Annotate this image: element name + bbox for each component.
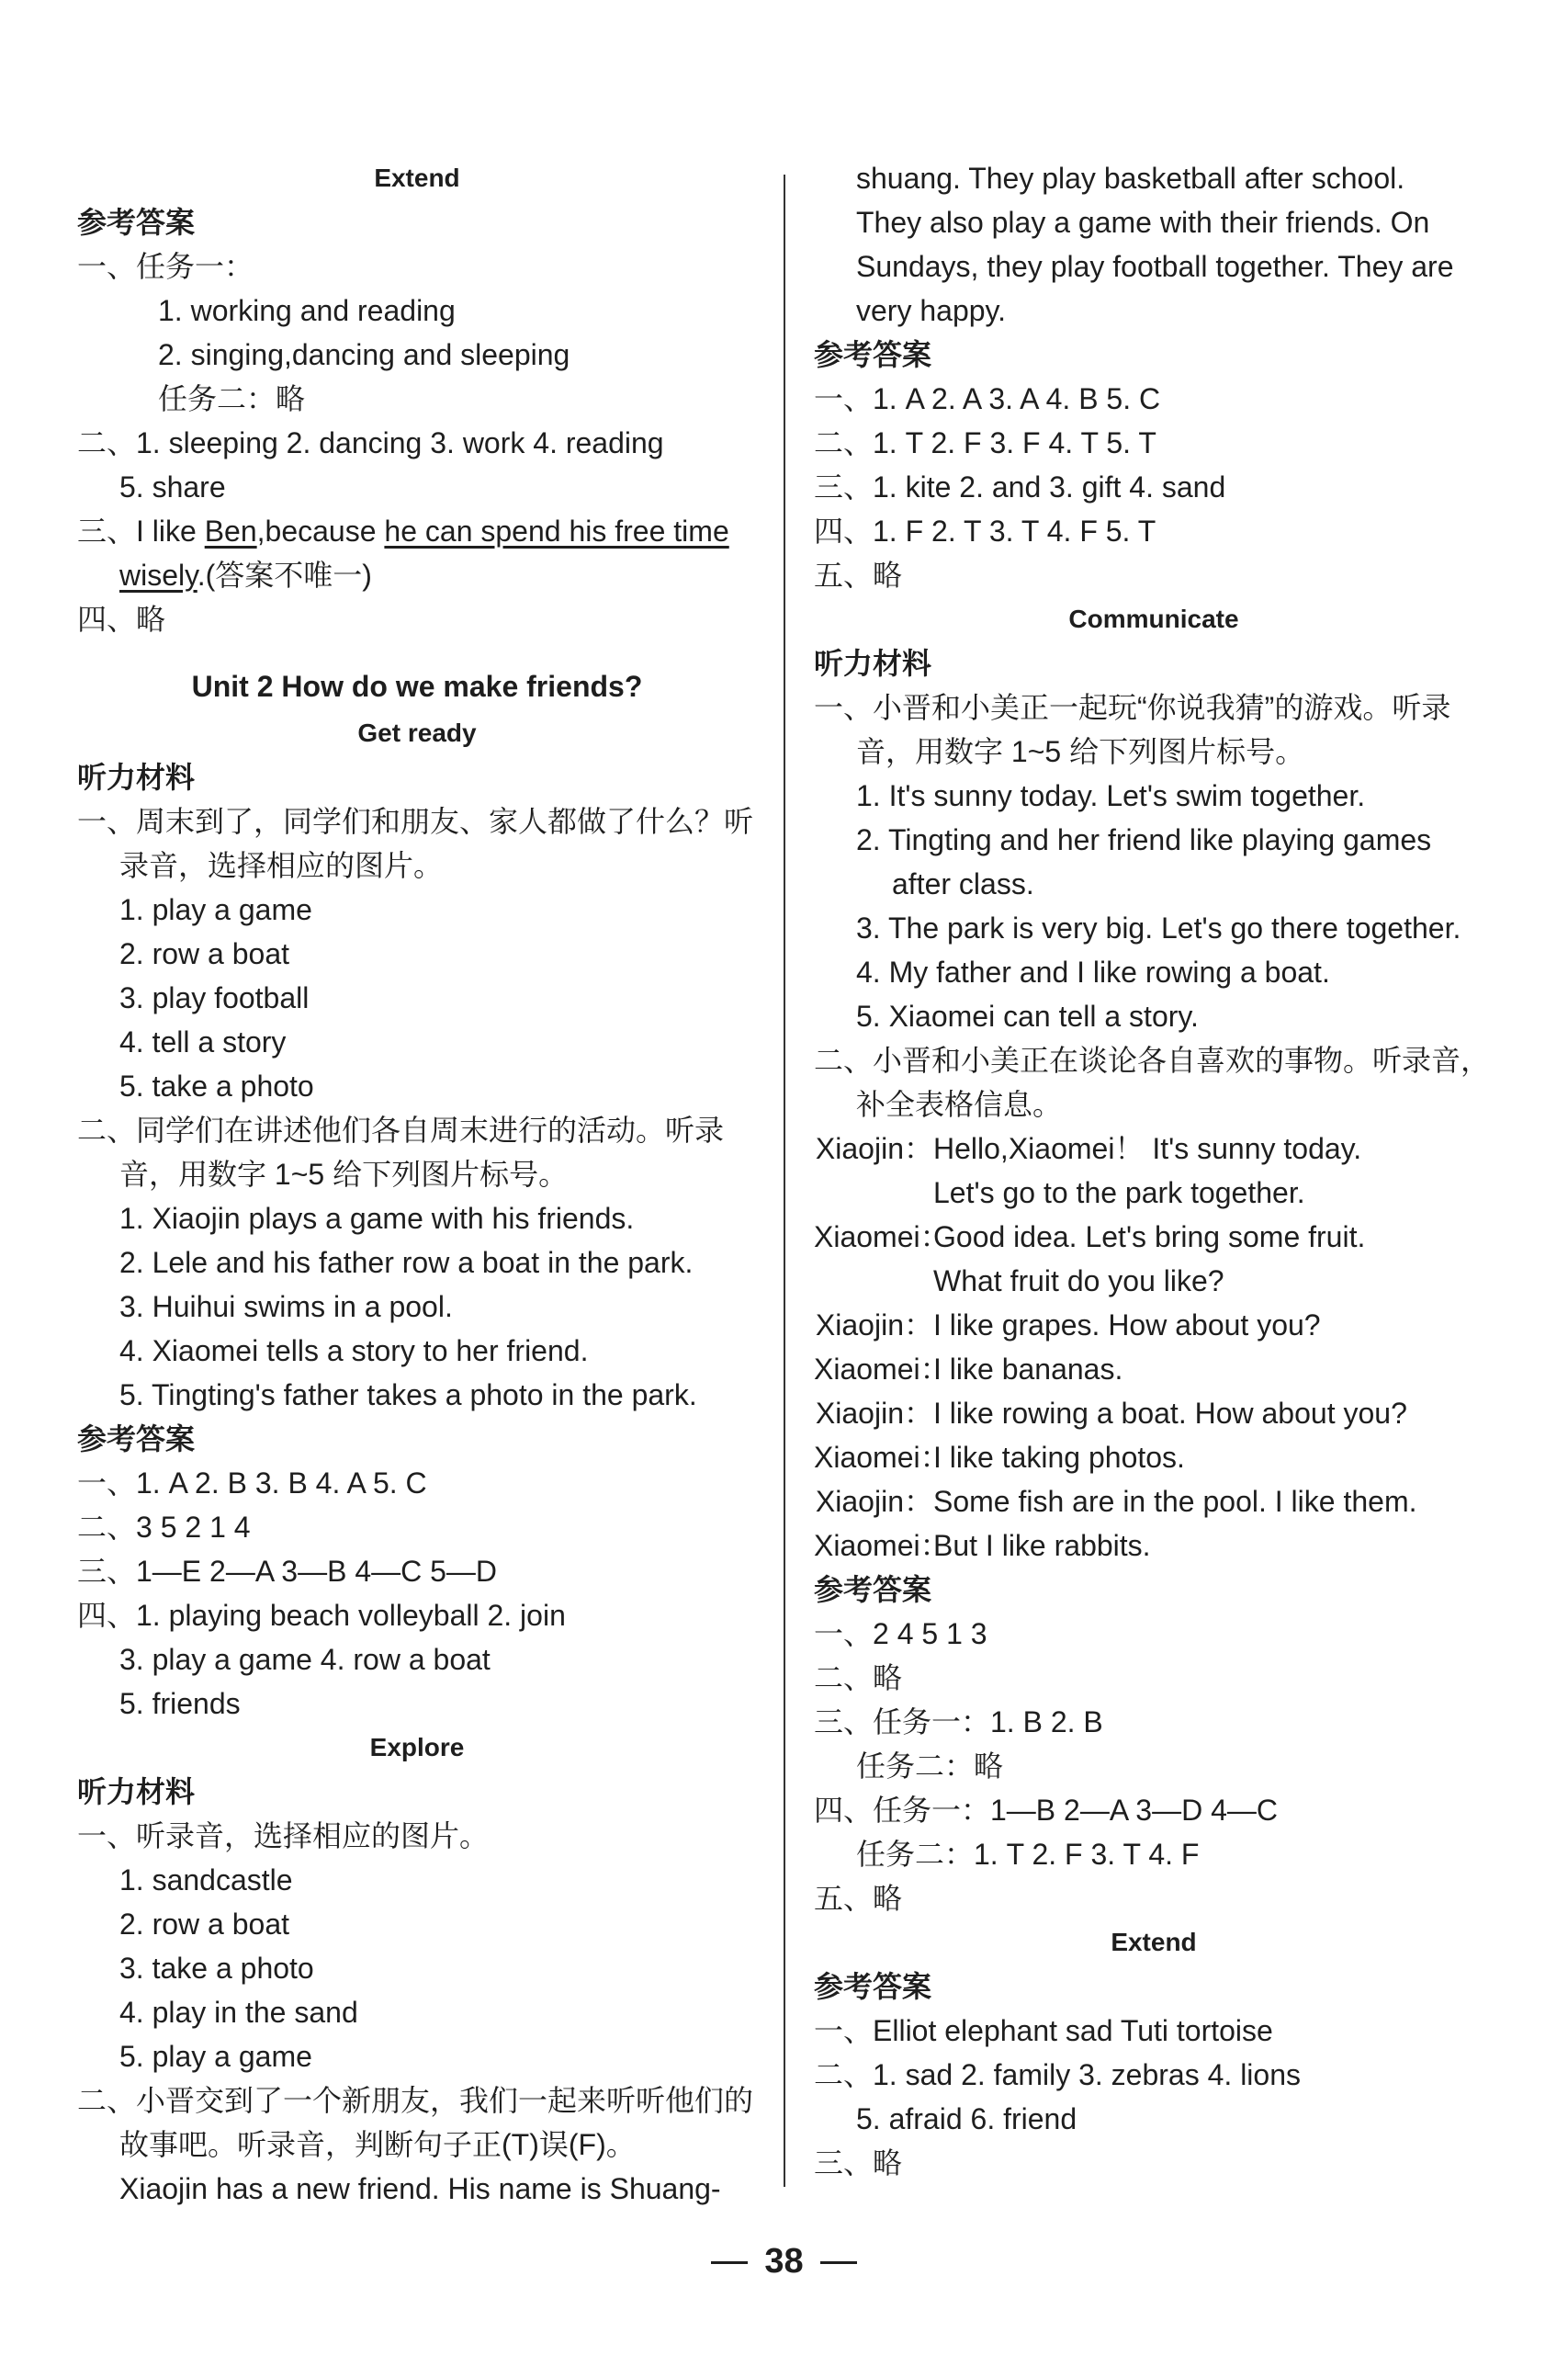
answer-line: 三、任务一：1. B 2. B bbox=[814, 1705, 1103, 1738]
dialogue-text: Some fish are in the pool. I like them. bbox=[933, 1485, 1417, 1518]
passage-line: Xiaojin has a new friend. His name is Shuang- bbox=[119, 2172, 721, 2205]
list-item: 1. play a game bbox=[119, 893, 312, 926]
list-item: 2. row a boat bbox=[119, 937, 289, 970]
question-line: 一、听录音，选择相应的图片。 bbox=[77, 1819, 490, 1852]
question-line: 二、同学们在讲述他们各自周末进行的活动。听录 bbox=[77, 1114, 725, 1147]
page-number bbox=[0, 2242, 1568, 2281]
dialogue-text: But I like rabbits. bbox=[933, 1529, 1151, 1562]
right-column bbox=[814, 156, 1494, 2185]
question-line: 二、小晋交到了一个新朋友，我们一起来听听他们的 bbox=[77, 2084, 754, 2117]
dialogue-line bbox=[814, 1435, 1494, 1479]
dialogue-text: Let's go to the park together. bbox=[933, 1176, 1305, 1209]
list-item: 4. My father and I like rowing a boat. bbox=[856, 956, 1330, 989]
list-item: 5. play a game bbox=[119, 2040, 312, 2073]
question-line: 二、小晋和小美正在谈论各自喜欢的事物。听录音， bbox=[814, 1044, 1491, 1077]
list-item: 5. Xiaomei can tell a story. bbox=[856, 1000, 1199, 1033]
list-item: 1. sandcastle bbox=[119, 1863, 293, 1896]
dialogue-line bbox=[814, 1347, 1494, 1391]
question-line: 录音，选择相应的图片。 bbox=[119, 849, 444, 882]
passage-line: They also play a game with their friends. On bbox=[856, 206, 1430, 239]
text: ,because bbox=[256, 515, 385, 548]
list-item: 4. tell a story bbox=[119, 1025, 287, 1059]
dialogue-line bbox=[814, 1303, 1494, 1347]
answer-line: 2. singing,dancing and sleeping bbox=[158, 338, 570, 371]
answer-line: 二、3 5 2 1 4 bbox=[77, 1511, 251, 1544]
answer-line: 四、1. playing beach volleyball 2. join bbox=[77, 1599, 566, 1632]
dialogue-line bbox=[814, 1127, 1494, 1171]
section-title-explore: Explore bbox=[369, 1733, 465, 1761]
answers-label: 参考答案 bbox=[814, 1970, 932, 2003]
section-title-extend: Extend bbox=[1111, 1928, 1197, 1956]
listening-label: 听力材料 bbox=[814, 647, 932, 680]
dialogue-line bbox=[814, 1259, 1494, 1303]
column-divider bbox=[784, 175, 785, 2187]
answer-line bbox=[77, 509, 757, 553]
dialogue-line bbox=[814, 1215, 1494, 1259]
question-line: 一、小晋和小美正一起玩“你说我猜”的游戏。听录 bbox=[814, 691, 1451, 724]
section-title-extend: Extend bbox=[374, 164, 460, 192]
answer-line bbox=[77, 553, 757, 597]
answer-line: 四、略 bbox=[77, 603, 166, 636]
passage-line: shuang. They play basketball after school. bbox=[856, 162, 1405, 195]
list-item: 5. Tingting's father takes a photo in the park. bbox=[119, 1378, 697, 1411]
underlined-answer: wisely bbox=[119, 559, 197, 592]
page-number-dash bbox=[820, 2261, 857, 2264]
list-item: 2. row a boat bbox=[119, 1908, 289, 1941]
question-line: 音，用数字 1~5 给下列图片标号。 bbox=[119, 1158, 569, 1191]
list-item: 4. Xiaomei tells a story to her friend. bbox=[119, 1334, 589, 1367]
answer-line: 二、略 bbox=[814, 1661, 903, 1694]
dialogue-line bbox=[814, 1391, 1494, 1435]
text: .(答案不唯一) bbox=[197, 559, 372, 592]
answer-line: 四、1. F 2. T 3. T 4. F 5. T bbox=[814, 515, 1156, 548]
answer-line: 5. share bbox=[119, 470, 226, 504]
speaker: Xiaomei： bbox=[814, 1220, 950, 1253]
speaker: Xiaojin： bbox=[815, 1132, 933, 1165]
answer-line: 一、1. A 2. A 3. A 4. B 5. C bbox=[814, 382, 1161, 415]
dialogue-line bbox=[814, 1523, 1494, 1568]
underlined-answer: he can spend his free time bbox=[384, 515, 729, 548]
answer-line: 一、1. A 2. B 3. B 4. A 5. C bbox=[77, 1466, 427, 1500]
speaker: Xiaomei： bbox=[814, 1353, 950, 1386]
question-line: 补全表格信息。 bbox=[856, 1088, 1063, 1121]
list-item: 4. play in the sand bbox=[119, 1996, 358, 2029]
dialogue-text: I like taking photos. bbox=[933, 1441, 1185, 1474]
list-item: 1. It's sunny today. Let's swim together. bbox=[856, 779, 1366, 812]
page-number-value: 38 bbox=[764, 2242, 804, 2281]
answer-line: 一、2 4 5 1 3 bbox=[814, 1617, 987, 1650]
list-item: 1. Xiaojin plays a game with his friends. bbox=[119, 1202, 635, 1235]
dialogue-text: Good idea. Let's bring some fruit. bbox=[933, 1220, 1366, 1253]
answers-label: 参考答案 bbox=[77, 1422, 196, 1455]
answer-line: 五、略 bbox=[814, 559, 903, 592]
answer-line: 三、1. kite 2. and 3. gift 4. sand bbox=[814, 470, 1226, 504]
answer-line: 二、1. sad 2. family 3. zebras 4. lions bbox=[814, 2058, 1302, 2091]
speaker: Xiaomei： bbox=[814, 1529, 950, 1562]
list-item: 2. Lele and his father row a boat in the park. bbox=[119, 1246, 694, 1279]
unit-title: Unit 2 How do we make friends? bbox=[191, 670, 643, 703]
question-line: 故事吧。听录音，判断句子正(T)误(F)。 bbox=[119, 2128, 636, 2161]
answer-line: 3. play a game 4. row a boat bbox=[119, 1643, 491, 1676]
answers-label: 参考答案 bbox=[77, 206, 196, 239]
speaker bbox=[814, 1259, 933, 1303]
dialogue-text: Hello,Xiaomei！ It's sunny today. bbox=[933, 1132, 1362, 1165]
list-item: 3. play football bbox=[119, 981, 310, 1014]
underlined-answer: Ben bbox=[204, 515, 257, 548]
question-line: 音，用数字 1~5 给下列图片标号。 bbox=[856, 735, 1305, 768]
dialogue-line bbox=[814, 1479, 1494, 1523]
listening-label: 听力材料 bbox=[77, 1775, 196, 1808]
answer-line: 四、任务一：1—B 2—A 3—D 4—C bbox=[814, 1794, 1279, 1827]
list-item: 2. Tingting and her friend like playing games bbox=[856, 823, 1432, 856]
listening-label: 听力材料 bbox=[77, 761, 196, 794]
passage-line: Sundays, they play football together. They are bbox=[856, 250, 1454, 283]
list-item: after class. bbox=[892, 867, 1034, 900]
speaker bbox=[814, 1171, 933, 1215]
list-item: 3. The park is very big. Let's go there together. bbox=[856, 911, 1461, 945]
question-line: 一、周末到了，同学们和朋友、家人都做了什么？听 bbox=[77, 805, 754, 838]
answer-line: 三、略 bbox=[814, 2146, 903, 2180]
answers-label: 参考答案 bbox=[814, 338, 932, 371]
answer-line: 二、1. sleeping 2. dancing 3. work 4. reading bbox=[77, 426, 664, 459]
dialogue-text: What fruit do you like? bbox=[933, 1264, 1224, 1297]
answer-line: 三、1—E 2—A 3—B 4—C 5—D bbox=[77, 1555, 498, 1588]
list-item: 5. take a photo bbox=[119, 1070, 314, 1103]
dialogue-text: I like grapes. How about you? bbox=[933, 1308, 1321, 1342]
passage-line: very happy. bbox=[856, 294, 1007, 327]
answer-line: 任务二：1. T 2. F 3. T 4. F bbox=[856, 1838, 1200, 1871]
list-item: 3. Huihui swims in a pool. bbox=[119, 1290, 453, 1323]
left-column bbox=[77, 156, 757, 2211]
answer-line: 二、1. T 2. F 3. F 4. T 5. T bbox=[814, 426, 1156, 459]
dialogue-text: I like rowing a boat. How about you? bbox=[933, 1397, 1407, 1430]
list-item: 3. take a photo bbox=[119, 1952, 314, 1985]
section-title-communicate: Communicate bbox=[1068, 605, 1239, 633]
answer-line: 一、任务一： bbox=[77, 250, 254, 283]
dialogue-text: I like bananas. bbox=[933, 1353, 1123, 1386]
page-number-dash bbox=[711, 2261, 748, 2264]
text: 三、I like bbox=[77, 515, 205, 548]
speaker: Xiaomei： bbox=[814, 1441, 950, 1474]
answer-line: 五、略 bbox=[814, 1882, 903, 1915]
answers-label: 参考答案 bbox=[814, 1573, 932, 1606]
answer-line: 5. afraid 6. friend bbox=[856, 2102, 1077, 2135]
answer-line: 任务二：略 bbox=[856, 1749, 1004, 1783]
answer-line: 5. friends bbox=[119, 1687, 241, 1720]
dialogue-line bbox=[814, 1171, 1494, 1215]
answer-line: 1. working and reading bbox=[158, 294, 456, 327]
speaker: Xiaojin： bbox=[815, 1308, 933, 1342]
answer-line: 一、Elliot elephant sad Tuti tortoise bbox=[814, 2014, 1273, 2047]
speaker: Xiaojin： bbox=[815, 1485, 933, 1518]
section-title-get-ready: Get ready bbox=[357, 719, 477, 747]
answer-line: 任务二：略 bbox=[158, 382, 306, 415]
speaker: Xiaojin： bbox=[815, 1397, 933, 1430]
